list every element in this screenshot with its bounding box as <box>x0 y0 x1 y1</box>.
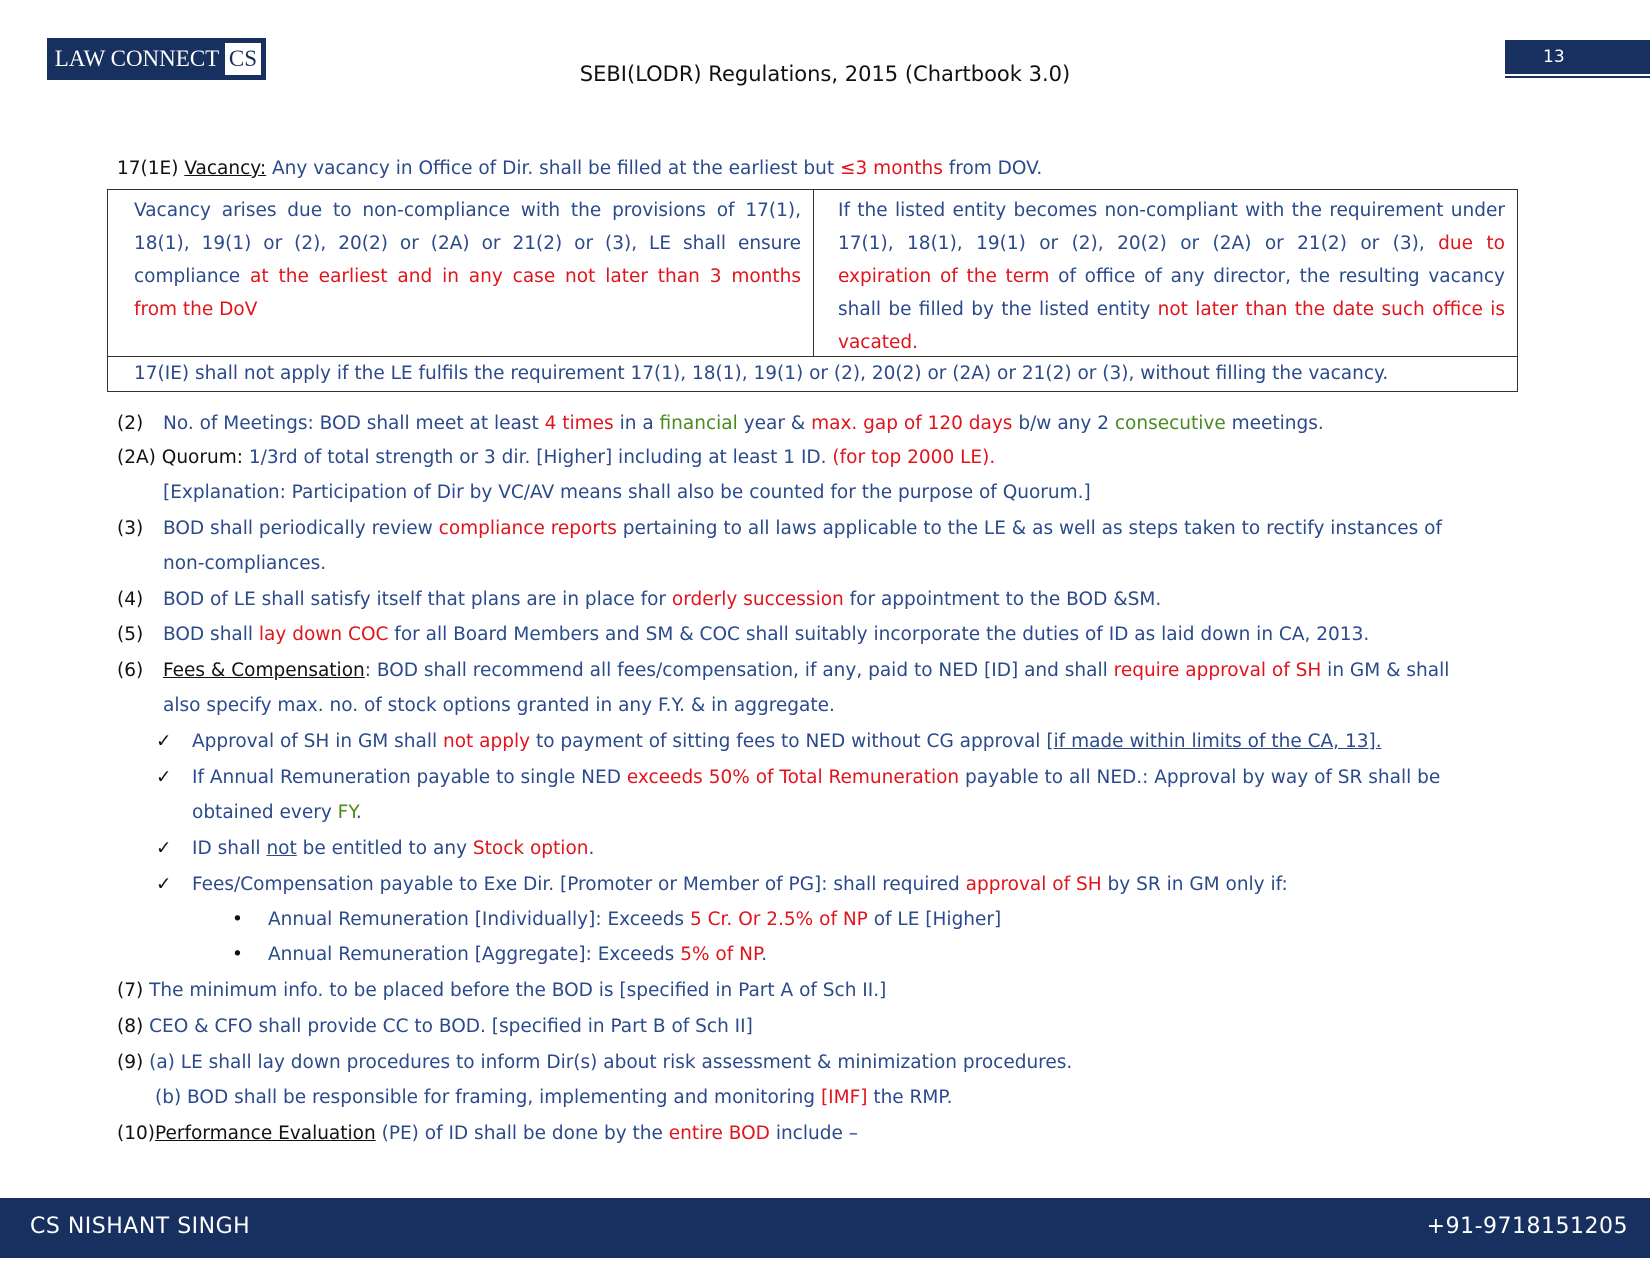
tick-item-3 <box>156 838 594 859</box>
bullet-icon: • <box>232 909 243 930</box>
vacancy-limit: ≤3 months <box>840 158 943 179</box>
item-text: : BOD shall recommend all fees/compensation, if any, paid to NED [ID] and shall <box>364 660 1114 681</box>
left-cell-highlight: at the earliest and in any case not later than 3 months from the DoV <box>134 266 802 320</box>
item-text: to payment of sitting fees to NED without CG approval <box>530 731 1047 752</box>
item-3-cont: non-compliances. <box>163 553 327 574</box>
item-green: consecutive <box>1114 413 1226 434</box>
item-num: (2A) <box>117 447 156 468</box>
item-9 <box>117 1052 1072 1073</box>
item-7 <box>117 980 886 1001</box>
item-text: Fees/Compensation payable to Exe Dir. [Promoter or Member of PG]: shall required <box>192 874 966 895</box>
footer-phone: +91-9718151205 <box>1426 1214 1628 1239</box>
item-text: include – <box>769 1123 858 1144</box>
item-num: (10) <box>117 1123 155 1144</box>
item-highlight: exceeds 50% of Total Remuneration <box>626 767 960 788</box>
item-text: CEO & CFO shall provide CC to BOD. [specified in Part B of Sch II] <box>149 1016 753 1037</box>
footer-author: CS NISHANT SINGH <box>30 1214 251 1239</box>
vacancy-label: Vacancy: <box>184 158 267 179</box>
item-text: . <box>588 838 595 859</box>
item-9b <box>155 1087 953 1108</box>
item-text: for all Board Members and SM & COC shall suitably incorporate the duties of ID as laid down in CA, 2013. <box>388 624 1370 645</box>
item-num: (9) <box>117 1052 144 1073</box>
item-text: If Annual Remuneration payable to single NED <box>192 767 627 788</box>
item-highlight: require approval of SH <box>1113 660 1322 681</box>
item-green: financial <box>659 413 738 434</box>
item-3 <box>117 518 1442 539</box>
item-highlight: not apply <box>443 731 531 752</box>
vacancy-table-bottom-row: 17(IE) shall not apply if the LE fulfils the requirement 17(1), 18(1), 19(1) or (2), 20(2) or (2A) or 21(2) or (3), without filling the vacancy. <box>134 363 1389 384</box>
item-text: b/w any 2 <box>1012 413 1115 434</box>
item-text: ID shall <box>192 838 267 859</box>
check-icon: ✓ <box>156 731 172 752</box>
item-num: (2) <box>117 413 144 434</box>
tick-item-1 <box>156 731 1382 752</box>
vacancy-text-2: from DOV. <box>942 158 1043 179</box>
vacancy-num: 17(1E) <box>117 158 179 179</box>
item-highlight: 4 times <box>544 413 614 434</box>
item-6-cont: also specify max. no. of stock options granted in any F.Y. & in aggregate. <box>163 695 835 716</box>
fees-label: Fees & Compensation <box>163 660 365 681</box>
item-text: BOD of LE shall satisfy itself that plans are in place for <box>163 589 672 610</box>
logo-cs-box: CS <box>225 43 261 75</box>
item-highlight: max. gap of 120 days <box>811 413 1013 434</box>
item-highlight: 5 Cr. Or 2.5% of NP <box>689 909 868 930</box>
item-text: Approval of SH in GM shall <box>192 731 443 752</box>
item-underlined: not <box>266 838 297 859</box>
item-num: (7) <box>117 980 144 1001</box>
check-icon: ✓ <box>156 767 172 788</box>
vacancy-table-row <box>108 190 1517 357</box>
item-2 <box>117 413 1324 434</box>
item-text: be entitled to any <box>296 838 473 859</box>
vacancy-heading <box>117 158 1042 179</box>
item-highlight: lay down COC <box>258 624 389 645</box>
item-text: in GM & shall <box>1321 660 1450 681</box>
right-cell-text-1: If the listed entity becomes non-compliant with the requirement under 17(1), 18(1), 19(1) or (2), 20(2) or (2A) or 21(2) or (3), <box>838 200 1505 254</box>
item-2a <box>117 447 995 468</box>
item-text: (b) BOD shall be responsible for framing, implementing and monitoring <box>155 1087 821 1108</box>
page-number: 13 <box>1505 40 1650 74</box>
item-text: . <box>761 944 768 965</box>
item-text: (PE) of ID shall be done by the <box>375 1123 669 1144</box>
right-cell-highlight-1: due to expiration of the term <box>838 233 1505 287</box>
vacancy-table-right-cell <box>814 190 1517 356</box>
check-icon: ✓ <box>156 874 172 895</box>
bullet-item-1 <box>232 909 1001 930</box>
item-text: the RMP. <box>867 1087 953 1108</box>
item-text: pertaining to all laws applicable to the LE & as well as steps taken to rectify instances of <box>616 518 1442 539</box>
item-num: (6) <box>117 660 144 681</box>
item-highlight: Stock option <box>472 838 589 859</box>
item-8 <box>117 1016 753 1037</box>
item-text: by SR in GM only if: <box>1101 874 1288 895</box>
check-icon: ✓ <box>156 838 172 859</box>
right-cell-highlight-2: not later than the date such office is vacated. <box>838 299 1505 353</box>
item-6 <box>117 660 1449 681</box>
item-text: (a) LE shall lay down procedures to inform Dir(s) about risk assessment & minimization procedures. <box>149 1052 1073 1073</box>
item-highlight: compliance reports <box>438 518 617 539</box>
item-text: in a <box>613 413 660 434</box>
bullet-icon: • <box>232 944 243 965</box>
document-title: SEBI(LODR) Regulations, 2015 (Chartbook 3.0) <box>579 62 1071 86</box>
tick-item-2 <box>156 767 1440 788</box>
item-text: Annual Remuneration [Aggregate]: Exceeds <box>268 944 681 965</box>
item-underlined: [if made within limits of the CA, 13]. <box>1046 731 1382 752</box>
item-text: BOD shall periodically review <box>163 518 439 539</box>
item-text: obtained every <box>192 802 338 823</box>
item-green: FY <box>337 802 356 823</box>
vacancy-table <box>107 189 1518 392</box>
page-footer <box>0 1198 1650 1258</box>
item-text: BOD shall <box>163 624 259 645</box>
item-text: . <box>355 802 362 823</box>
left-cell-text: Vacancy arises due to non-compliance with the provisions of 17(1), 18(1), 19(1) or (2), 20(2) or (2A) or 21(2) or (3), LE shall ensure compliance <box>134 200 801 287</box>
item-num: (8) <box>117 1016 144 1037</box>
item-num: (3) <box>117 518 144 539</box>
item-text: year & <box>737 413 812 434</box>
item-highlight: orderly succession <box>671 589 844 610</box>
quorum-explanation: [Explanation: Participation of Dir by VC/AV means shall also be counted for the purpose of Quorum.] <box>163 482 1091 503</box>
item-text: of LE [Higher] <box>867 909 1002 930</box>
item-text: meetings. <box>1225 413 1324 434</box>
item-num: (4) <box>117 589 144 610</box>
item-5 <box>117 624 1369 645</box>
item-highlight: 5% of NP <box>680 944 762 965</box>
item-4 <box>117 589 1161 610</box>
item-highlight: entire BOD <box>668 1123 770 1144</box>
item-highlight: [IMF] <box>820 1087 868 1108</box>
item-highlight: (for top 2000 LE). <box>832 447 996 468</box>
item-text: for appointment to the BOD &SM. <box>843 589 1162 610</box>
item-highlight: approval of SH <box>965 874 1102 895</box>
item-num: (5) <box>117 624 144 645</box>
quorum-label: Quorum: <box>161 447 243 468</box>
item-text: payable to all NED.: Approval by way of SR shall be <box>959 767 1441 788</box>
vacancy-text-1: Any vacancy in Office of Dir. shall be filled at the earliest but <box>266 158 841 179</box>
item-text: 1/3rd of total strength or 3 dir. [Higher] including at least 1 ID. <box>242 447 833 468</box>
item-10 <box>117 1123 858 1144</box>
vacancy-table-left-cell <box>108 190 814 356</box>
right-cell-text-2: of office of any director, the resulting vacancy shall be filled by the listed entity <box>838 266 1505 320</box>
bullet-item-2 <box>232 944 767 965</box>
item-text: No. of Meetings: BOD shall meet at least <box>163 413 545 434</box>
pe-label: Performance Evaluation <box>154 1123 376 1144</box>
item-text: Annual Remuneration [Individually]: Exceeds <box>268 909 690 930</box>
tick-item-2-cont <box>192 802 362 823</box>
tick-item-4 <box>156 874 1288 895</box>
item-text: The minimum info. to be placed before the BOD is [specified in Part A of Sch II.] <box>149 980 887 1001</box>
logo-text: LAW CONNECT <box>54 46 220 71</box>
